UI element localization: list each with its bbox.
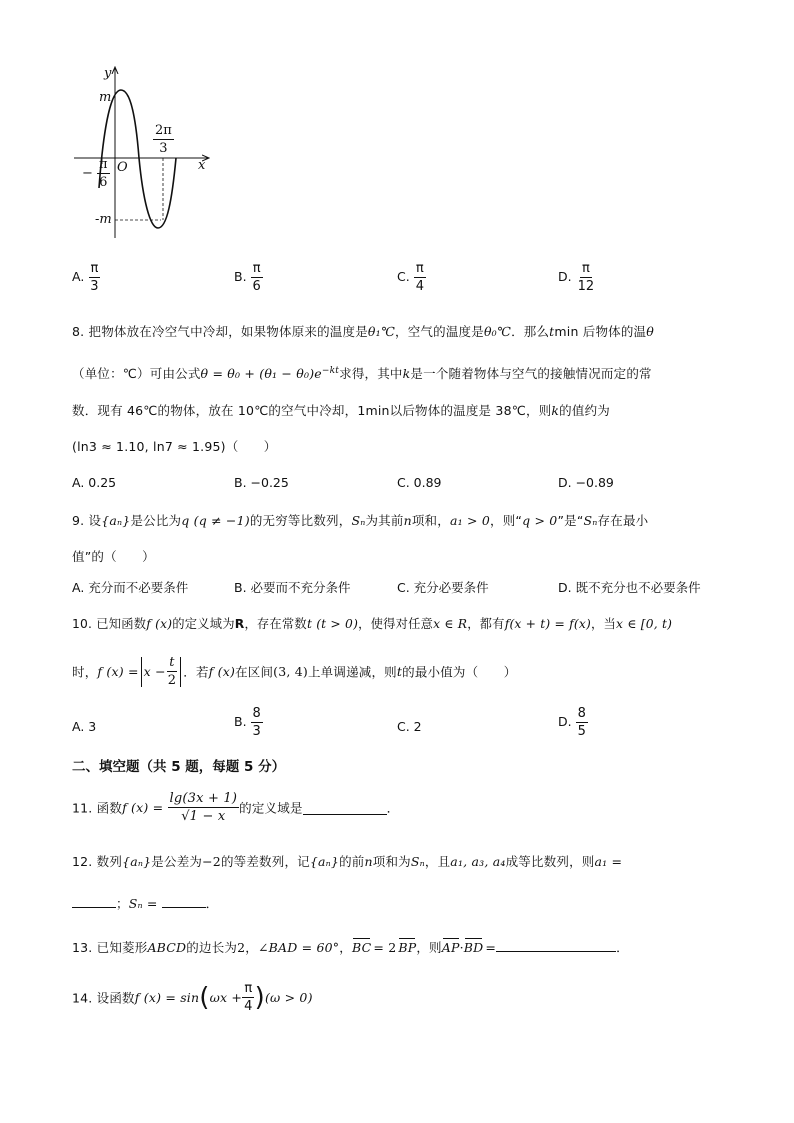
q12-line-2 [72,894,218,912]
q10-x: x ∈ R [433,617,468,631]
q14-paren-right: ) [254,982,265,1013]
q10-line-1 [72,614,672,632]
q9-text: 的无穷等比数列， [249,513,352,528]
q10-fx: f (x) = [97,664,139,679]
abs-bar-right [180,657,181,687]
graph-y-label: y [104,66,112,81]
q9-option-a[interactable]: A. 充分而不必要条件 [72,580,189,595]
graph-right-tick-frac [153,124,174,155]
q9-n: n [403,513,412,528]
q12-an: {aₙ} [309,854,340,869]
q8-text: （单位：℃）可由公式 [72,366,201,381]
graph-right-tick-den: 3 [159,141,168,156]
q13-line [72,938,629,956]
q13-eq: = 2 [373,940,397,955]
q12-an: {aₙ} [122,854,152,869]
q9-sn: Sₙ [351,513,366,528]
sine-curve [99,90,176,228]
q7-option-d-frac [576,262,597,293]
q8-text: 数．现有 46℃的物体，放在 10℃的空气中冷却，1min以后物体的温度是 38℃，则 [72,403,552,418]
q8-k: k [402,366,411,381]
q10-text: ，当 [591,617,617,631]
q10-t-num: t [169,655,175,670]
q8-option-b[interactable]: B. −0.25 [234,475,289,490]
q10-R: R [234,617,245,631]
q12-n: n [364,854,373,869]
q9-text: 存在最小 [597,513,649,528]
q12-sn: Sₙ [410,854,425,869]
q8-t: t [549,324,555,339]
q7-option-d-den: 12 [577,279,595,294]
q14-frac [242,982,254,1013]
q10-text: 上单调递减，则 [307,664,397,680]
q8-option-a[interactable]: A. 0.25 [72,475,117,490]
q10-text: 的最小值为（ ） [402,664,517,680]
q10-option-d-frac [576,707,588,738]
q9-sn: Sₙ [583,513,598,528]
q10-option-d-den: 5 [577,724,586,739]
q9-text: 项和， [411,513,450,528]
graph-neg-m-label: -m [95,212,112,227]
q12-text: ． [205,896,219,911]
q7-option-c-frac [414,262,426,293]
q7-option-b[interactable] [234,262,263,293]
q10-t-half [166,656,178,687]
q11-num: lg(3x + 1) [169,791,238,806]
q14-fx: f (x) = sin [134,990,200,1005]
q9-q: q (q ≠ −1) [181,513,250,528]
graph-origin-label: O [117,160,128,175]
q10-interval: (3, 4) [273,664,308,679]
q12-text: 的等差数列，记 [220,854,310,869]
q13-text: 13. 已知菱形 [72,940,148,955]
q8-text: ，空气的温度是 [395,324,484,339]
q13-vec-bc: BC [351,940,372,955]
q10-option-c[interactable]: C. 2 [397,719,422,734]
q8-formula: θ = θ₀ + (θ₁ − θ₀)e [200,366,322,381]
q13-text: ． [616,940,629,955]
q13-vec-bd: BD [463,940,484,955]
q10-text: ，都有 [467,617,505,631]
q8-option-c[interactable]: C. 0.89 [397,475,442,490]
q12-text: 的前 [339,854,365,869]
q12-text: 12. 数列 [72,854,123,869]
q13-vec-bp: BP [398,940,417,955]
q8-line-4: (ln3 ≈ 1.10, ln7 ≈ 1.95)（ ） [72,439,277,454]
q8-text: 求得，其中 [339,366,403,381]
q10-option-a[interactable]: A. 3 [72,719,97,734]
q10-t: t (t > 0) [306,617,359,631]
q9-line-2: 值”的（ ） [72,549,155,564]
q11-den: √1 − x [181,809,226,824]
q7-option-b-den: 6 [252,279,261,294]
q11-text: 的定义域是 [239,800,303,816]
q8-text: 8. 把物体放在冷空气中冷却，如果物体原来的温度是 [72,324,368,339]
q7-option-a-letter: A. [72,269,85,284]
q7-option-b-frac [251,262,263,293]
q7-option-a-num: π [90,261,99,276]
q8-text: 的值约为 [559,403,610,418]
q12-text: 是公差为 [151,854,203,869]
q14-cond: (ω > 0) [264,990,313,1005]
q14-den: 4 [244,999,253,1014]
q11-answer-blank[interactable] [303,800,387,815]
graph-left-tick [82,158,110,189]
q10-option-d-num: 8 [577,706,586,721]
q10-option-b-letter: B. [234,714,247,729]
graph-left-tick-frac [97,158,110,189]
q9-text: ”是“ [557,513,584,528]
q11-line [72,792,399,823]
q11-text: ． [386,800,400,816]
q9-text: ，则“ [490,513,523,528]
q14-inner: ωx + [209,990,243,1005]
q7-option-b-letter: B. [234,269,247,284]
q10-option-b[interactable] [234,707,263,738]
q13-answer-blank[interactable] [496,939,616,952]
q10-fx: f (x) [146,617,173,631]
q10-x: x − [143,664,166,679]
q13-text: 的边长为 [186,940,238,955]
q13-vec-ap: AP [441,940,460,955]
q13-text: ， [339,940,352,955]
q10-option-b-den: 3 [252,724,261,739]
q8-text: ．那么 [511,324,550,339]
q7-option-c-den: 4 [415,279,424,294]
q10-option-d-letter: D. [558,714,572,729]
q10-interval: x ∈ [0, t) [616,617,673,631]
q7-option-c-letter: C. [397,269,410,284]
q11-fx: f (x) = [122,800,164,815]
q13-two: 2 [237,940,246,955]
q10-option-d[interactable] [558,707,588,738]
q10-text: 时， [72,664,98,680]
q8-line-2 [72,364,652,382]
q10-text: ，存在常数 [244,617,307,631]
q13-angle: ∠BAD = 60° [257,940,340,955]
q10-text: 的定义域为 [172,617,235,631]
q12-line-1 [72,852,622,870]
q11-frac [168,792,240,823]
q10-text: ，使得对任意 [358,617,434,631]
q12-text: ； [116,896,129,911]
q10-line-2 [72,656,516,687]
q13-text: ，则 [416,940,442,955]
q9-text: 为其前 [365,513,404,528]
q12-text: ，且 [424,854,451,869]
q14-num: π [244,981,253,996]
q8-option-d[interactable]: D. −0.89 [558,475,614,490]
section-2-title: 二、填空题（共 5 题，每题 5 分） [72,759,286,775]
q13-abcd: ABCD [147,940,187,955]
q10-text: 在区间 [235,664,274,680]
q11-text: 11. 函数 [72,800,123,816]
q7-option-d-num: π [581,261,590,276]
q7-option-c[interactable] [397,262,426,293]
q7-option-c-num: π [415,261,424,276]
q7-option-a[interactable] [72,262,101,293]
q8-text: min 后物体的温 [554,324,647,339]
q10-text: 10. 已知函数 [72,617,147,631]
q8-line-3 [72,401,610,419]
q9-option-d[interactable]: D. 既不充分也不必要条件 [558,580,701,595]
sine-graph [68,60,218,245]
q9-option-b[interactable]: B. 必要而不充分条件 [234,580,351,595]
graph-right-tick-num: 2π [155,123,172,138]
graph-m-label: m [99,90,112,105]
q9-a1: a₁ > 0 [449,513,490,528]
q8-formula-exp: −kt [321,365,340,376]
q7-option-d-letter: D. [558,269,572,284]
q8-line-1 [72,322,654,340]
q10-option-b-num: 8 [252,706,261,721]
q12-sn-blank[interactable] [162,895,206,908]
abs-bar-left [141,657,142,687]
q9-text: 9. 设 [72,513,102,528]
q9-text: 是公比为 [130,513,182,528]
q12-text: 项和为 [372,854,411,869]
q10-t-den: 2 [167,673,177,688]
q14-text: 14. 设函数 [72,990,135,1006]
q7-option-a-frac [88,262,100,293]
q13-eq: = [485,940,497,955]
graph-x-label: x [198,158,206,173]
q9-option-c[interactable]: C. 充分必要条件 [397,580,489,595]
q12-a1: a₁ = [594,854,623,869]
graph-right-tick [153,124,174,155]
q14-line [72,982,313,1013]
graph-left-tick-sign: − [82,166,93,181]
q8-theta1: θ₁℃ [367,324,396,339]
q7-option-a-den: 3 [90,279,99,294]
q9-line-1 [72,511,648,529]
q8-theta0: θ₀℃ [483,324,512,339]
graph-left-tick-den: 6 [99,175,108,190]
q13-text: ， [245,940,258,955]
q8-theta: θ [646,324,654,339]
q10-text: ．若 [183,664,209,680]
graph-left-tick-num: π [99,157,108,172]
q10-fx: f (x) [208,664,236,679]
q7-option-d[interactable] [558,262,596,293]
q9-an: {aₙ} [101,513,131,528]
q10-option-b-frac [251,707,263,738]
q12-terms: a₁, a₃, a₄ [450,854,506,869]
q8-k: k [551,403,560,418]
q13-dot: · [459,940,464,955]
q12-sn: Sₙ = [128,896,158,911]
q9-cond: q > 0 [522,513,558,528]
q12-text: 成等比数列，则 [505,854,595,869]
q7-option-b-num: π [252,261,261,276]
q12-d: −2 [202,854,221,869]
q10-t: t [396,664,403,679]
q8-text: 是一个随着物体与空气的接触情况而定的常 [410,366,652,381]
q14-paren-left: ( [199,982,210,1013]
q10-eq: f(x + t) = f(x) [504,617,592,631]
q12-a1-blank[interactable] [72,895,116,908]
